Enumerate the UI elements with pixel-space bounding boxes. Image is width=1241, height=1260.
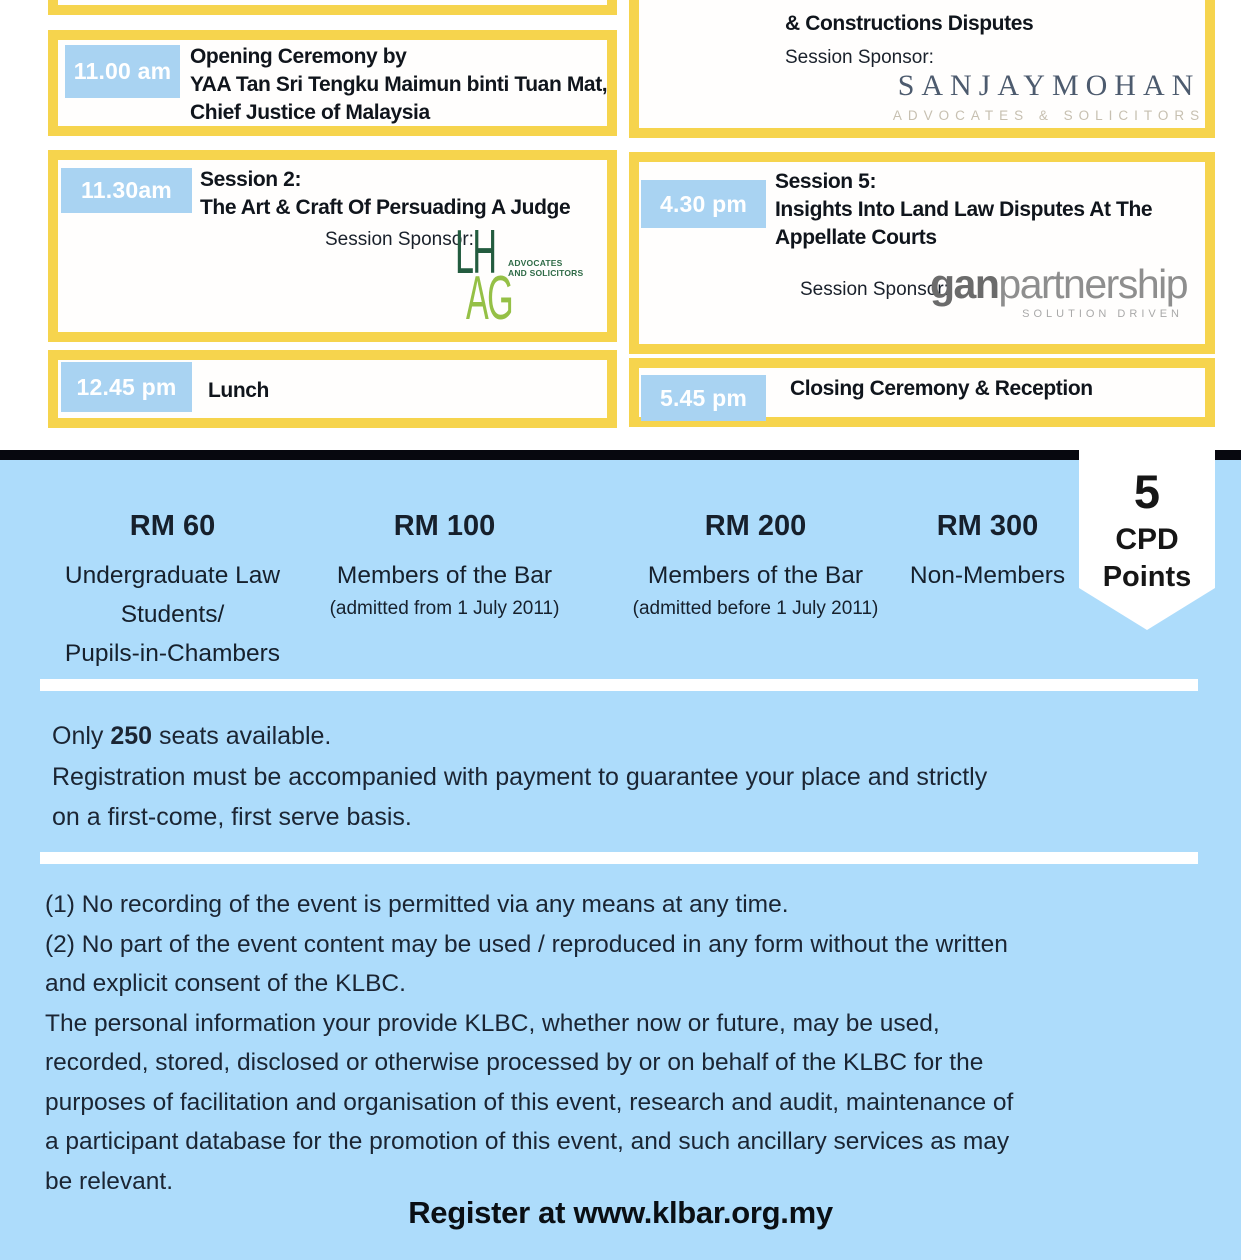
session-title bbox=[200, 166, 570, 222]
cpd-badge-ribbon-point bbox=[1079, 588, 1215, 630]
lhag-logo-subtitle: ADVOCATES AND SOLICITORS bbox=[508, 258, 584, 278]
session-title-line: Appellate Courts bbox=[775, 226, 937, 249]
separator-bar bbox=[40, 852, 1198, 864]
schedule-box-closing-ceremony bbox=[629, 358, 1215, 427]
cpd-label: CPD bbox=[1115, 523, 1179, 556]
schedule-box-partial-left bbox=[48, 0, 617, 15]
session-title-line: Insights Into Land Law Disputes At The bbox=[775, 198, 1153, 221]
terms-line: and explicit consent of the KLBC. bbox=[45, 970, 406, 997]
session-title-line: Chief Justice of Malaysia bbox=[190, 101, 430, 124]
sanjaymohan-logo-name: SANJAYMOHAN bbox=[897, 69, 1201, 102]
price-value: RM 300 bbox=[936, 510, 1039, 542]
divider-bar bbox=[0, 450, 1241, 460]
session-title-line: Lunch bbox=[208, 379, 269, 402]
sanjaymohan-logo-tagline: ADVOCATES & SOLICITORS bbox=[892, 108, 1206, 123]
time-badge: 4.30 pm bbox=[641, 180, 766, 228]
session-title bbox=[790, 375, 1093, 403]
terms-line: purposes of facilitation and organisation of this event, research and audit, maintenance of bbox=[45, 1088, 1014, 1116]
price-value: RM 100 bbox=[393, 510, 496, 542]
price-note: (admitted before 1 July 2011) bbox=[632, 598, 879, 619]
terms-line: (1) No recording of the event is permitted via any means at any time. bbox=[45, 891, 789, 918]
session-sponsor-label: Session Sponsor: bbox=[800, 279, 949, 300]
cpd-points-badge bbox=[1079, 446, 1215, 632]
ganpartnership-logo-gan: gan bbox=[930, 261, 999, 307]
lhag-logo-lh: LH bbox=[455, 218, 496, 287]
price-column-members-senior: RM 200 Members of the Bar (admitted before 1 July 2011) bbox=[618, 510, 893, 621]
price-note: (admitted from 1 July 2011) bbox=[329, 598, 560, 619]
terms-line: a participant database for the promotion of this event, and such ancillary services as may bbox=[45, 1128, 1010, 1155]
separator-bar bbox=[40, 679, 1198, 691]
schedule-box-session-5 bbox=[629, 152, 1215, 354]
session-title-line: Opening Ceremony by bbox=[190, 45, 407, 68]
lhag-logo bbox=[455, 218, 625, 333]
session-title-line: Closing Ceremony & Reception bbox=[790, 377, 1093, 400]
session-sponsor-label: Session Sponsor: bbox=[325, 229, 474, 250]
session-title-line: Session 5: bbox=[775, 170, 877, 193]
seats-notice bbox=[52, 716, 987, 838]
terms-line: be relevant. bbox=[45, 1167, 174, 1195]
seats-payment-line: Registration must be accompanied with payment to guarantee your place and strictly bbox=[52, 762, 988, 791]
time-badge: 11.00 am bbox=[65, 45, 180, 98]
schedule-box-opening-ceremony bbox=[48, 30, 617, 136]
ganpartnership-logo bbox=[930, 262, 1195, 324]
seats-availability-line: Only 250 seats available. bbox=[52, 722, 332, 750]
terms-line: (2) No part of the event content may be used / reproduced in any form without the written bbox=[45, 930, 1008, 958]
price-column-students: RM 60 Undergraduate Law Students/ Pupils-in-Chambers bbox=[30, 510, 315, 673]
schedule-box-session-2 bbox=[48, 150, 617, 342]
price-value: RM 60 bbox=[129, 510, 216, 542]
register-url-text: Register at www.klbar.org.my bbox=[408, 1195, 833, 1230]
cpd-points-value: 5 bbox=[1133, 465, 1161, 518]
time-badge: 12.45 pm bbox=[61, 362, 192, 412]
schedule-box-lunch bbox=[48, 350, 617, 428]
schedule-box-constructions-disputes bbox=[629, 0, 1215, 138]
time-badge: 5.45 pm bbox=[641, 375, 766, 421]
price-column-non-members: RM 300 Non-Members bbox=[900, 510, 1075, 595]
session-title bbox=[775, 168, 1152, 252]
session-title bbox=[190, 43, 607, 127]
session-title bbox=[208, 377, 269, 405]
terms-line: recorded, stored, disclosed or otherwise processed by or on behalf of the KLBC for the bbox=[45, 1049, 984, 1076]
ganpartnership-logo-tagline: SOLUTION DRIVEN bbox=[1022, 308, 1183, 320]
session-title-line: The Art & Craft Of Persuading A Judge bbox=[200, 196, 571, 219]
seats-firstcome-line: on a first-come, first serve basis. bbox=[52, 803, 412, 831]
session-title-line: & Constructions Disputes bbox=[785, 12, 1034, 35]
price-column-members-new: RM 100 Members of the Bar (admitted from 1 July 2011) bbox=[312, 510, 577, 621]
time-badge: 11.30am bbox=[61, 168, 192, 213]
session-title-line: YAA Tan Sri Tengku Maimun binti Tuan Mat, bbox=[190, 73, 608, 96]
cpd-points-label: Points bbox=[1102, 561, 1192, 593]
session-sponsor-label: Session Sponsor: bbox=[785, 47, 934, 68]
session-title bbox=[785, 10, 1033, 38]
session-title-line: Session 2: bbox=[200, 168, 302, 191]
lhag-logo-ag: AG bbox=[466, 264, 512, 333]
ganpartnership-logo-partnership: partnership bbox=[998, 261, 1188, 307]
terms-and-conditions bbox=[45, 885, 1013, 1201]
terms-line: The personal information your provide KLBC, whether now or future, may be used, bbox=[45, 1009, 940, 1037]
pricing-and-terms-band bbox=[0, 460, 1241, 1260]
price-value: RM 200 bbox=[704, 510, 807, 542]
sanjaymohan-logo bbox=[839, 70, 1241, 123]
